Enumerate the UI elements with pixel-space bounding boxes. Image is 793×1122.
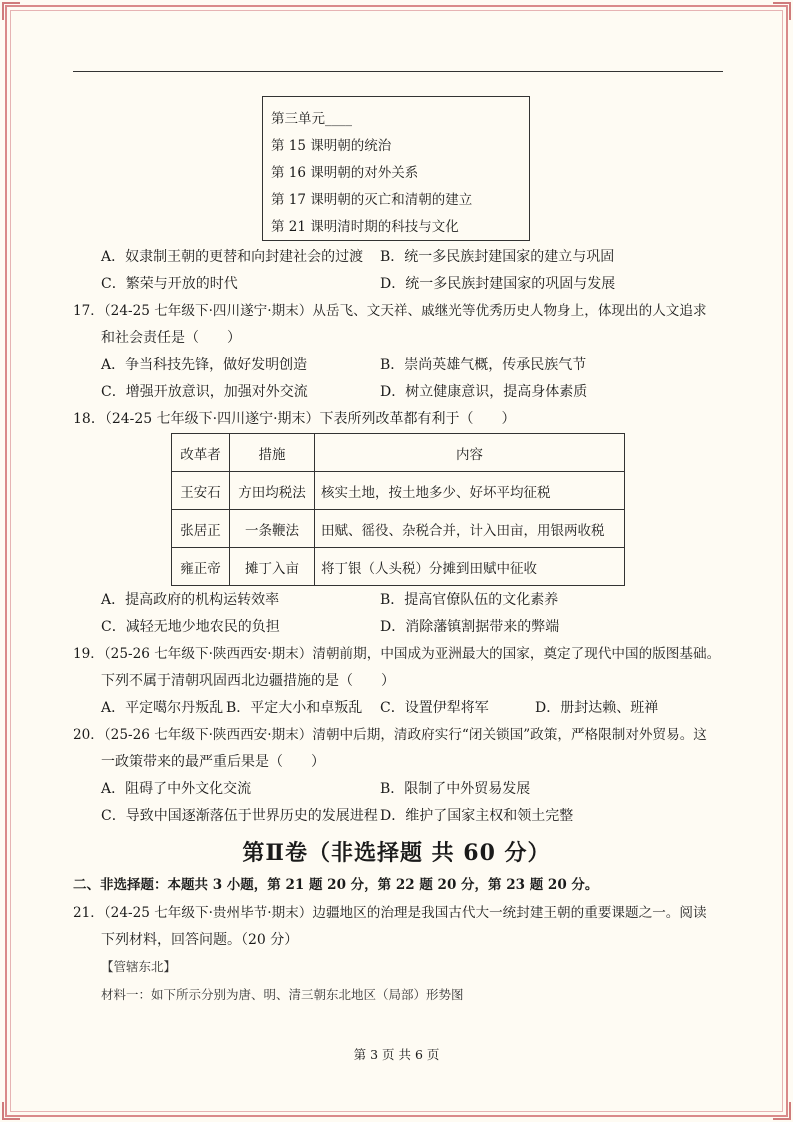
section-instruction: 二、非选择题：本题共 3 小题，第 21 题 20 分，第 22 题 20 分，第 23 题 20 分。 — [73, 877, 599, 893]
table-row — [172, 510, 625, 548]
q20-option-a: A．阻碍了中外文化交流 — [101, 781, 252, 797]
unit-lesson: 第 17 课明朝的灭亡和清朝的建立 — [271, 192, 473, 208]
q20-option-c: C．导致中国逐渐落伍于世界历史的发展进程 — [101, 808, 378, 824]
table-header-cell: 改革者 — [172, 434, 230, 472]
q18-option-a: A．提高政府的机构运转效率 — [101, 592, 280, 608]
table-cell: 张居正 — [172, 510, 230, 548]
q19-option-c: C．设置伊犁将军 — [380, 700, 489, 716]
header-rule — [73, 71, 723, 72]
q19-stem: 19．（25-26 七年级下·陕西西安·期末）清朝前期，中国成为亚洲最大的国家，奠定了现代中国的版图基础。 — [73, 646, 721, 662]
q21-material: 材料一：如下所示分别为唐、明、清三朝东北地区（局部）形势图 — [101, 987, 464, 1002]
table-cell: 核实土地，按土地多少、好坏平均征税 — [315, 472, 625, 510]
q17-stem-cont: 和社会责任是（ ） — [101, 330, 241, 346]
q18-option-c: C．减轻无地少地农民的负担 — [101, 619, 280, 635]
unit-lesson: 第 21 课明清时期的科技与文化 — [271, 219, 459, 235]
q17-option-d: D．树立健康意识，提高身体素质 — [380, 384, 588, 400]
q20-stem: 20．（25-26 七年级下·陕西西安·期末）清朝中后期，清政府实行“闭关锁国”政策，严格限制对外贸易。这 — [73, 727, 707, 743]
table-cell: 雍正帝 — [172, 548, 230, 586]
q21-stem-cont: 下列材料，回答问题。（20 分） — [101, 932, 299, 948]
table-cell: 田赋、徭役、杂税合并，计入田亩，用银两收税 — [315, 510, 625, 548]
corner-ornament — [2, 1102, 20, 1120]
page-footer: 第 3 页 共 6 页 — [353, 1047, 440, 1062]
q16-option-c: C．繁荣与开放的时代 — [101, 276, 238, 292]
corner-ornament — [773, 1102, 791, 1120]
q18-stem: 18．（24-25 七年级下·四川遂宁·期末）下表所列改革都有利于（ ） — [73, 411, 516, 427]
table-header-row — [172, 434, 625, 472]
table-cell: 摊丁入亩 — [230, 548, 315, 586]
unit-lesson: 第 15 课明朝的统治 — [271, 138, 392, 154]
q21-stem: 21．（24-25 七年级下·贵州毕节·期末）边疆地区的治理是我国古代大一统封建王朝的重要课题之一。阅读 — [73, 905, 707, 921]
unit-box — [262, 96, 530, 241]
q21-subhead: 【管辖东北】 — [101, 959, 177, 974]
table-header-cell: 措施 — [230, 434, 315, 472]
q18-option-d: D．消除藩镇割据带来的弊端 — [380, 619, 560, 635]
q17-stem: 17．（24-25 七年级下·四川遂宁·期末）从岳飞、文天祥、戚继光等优秀历史人物身上，体现出的人文追求 — [73, 303, 707, 319]
q16-option-b: B．统一多民族封建国家的建立与巩固 — [380, 249, 615, 265]
table-cell: 王安石 — [172, 472, 230, 510]
q16-option-d: D．统一多民族封建国家的巩固与发展 — [380, 276, 616, 292]
q17-option-b: B．崇尚英雄气概，传承民族气节 — [380, 357, 587, 373]
q17-option-c: C．增强开放意识，加强对外交流 — [101, 384, 308, 400]
q20-option-b: B．限制了中外贸易发展 — [380, 781, 531, 797]
q20-option-d: D．维护了国家主权和领土完整 — [380, 808, 574, 824]
table-row — [172, 472, 625, 510]
q16-option-a: A．奴隶制王朝的更替和向封建社会的过渡 — [101, 249, 364, 265]
q19-stem-cont: 下列不属于清朝巩固西北边疆措施的是（ ） — [101, 673, 395, 689]
table-header-cell: 内容 — [315, 434, 625, 472]
q18-option-b: B．提高官僚队伍的文化素养 — [380, 592, 559, 608]
reform-table — [171, 433, 625, 586]
corner-ornament — [773, 2, 791, 20]
section-title: 第Ⅱ卷（非选择题 共 60 分） — [242, 840, 551, 866]
q19-option-a: A．平定噶尔丹叛乱 — [101, 700, 224, 716]
table-cell: 一条鞭法 — [230, 510, 315, 548]
corner-ornament — [2, 2, 20, 20]
unit-lesson: 第 16 课明朝的对外关系 — [271, 165, 419, 181]
unit-title: 第三单元____ — [271, 111, 352, 127]
q19-option-b: B．平定大小和卓叛乱 — [226, 700, 363, 716]
q20-stem-cont: 一政策带来的最严重后果是（ ） — [101, 754, 325, 770]
table-row — [172, 548, 625, 586]
table-cell: 将丁银（人头税）分摊到田赋中征收 — [315, 548, 625, 586]
q19-option-d: D．册封达赖、班禅 — [535, 700, 659, 716]
table-cell: 方田均税法 — [230, 472, 315, 510]
q17-option-a: A．争当科技先锋，做好发明创造 — [101, 357, 308, 373]
